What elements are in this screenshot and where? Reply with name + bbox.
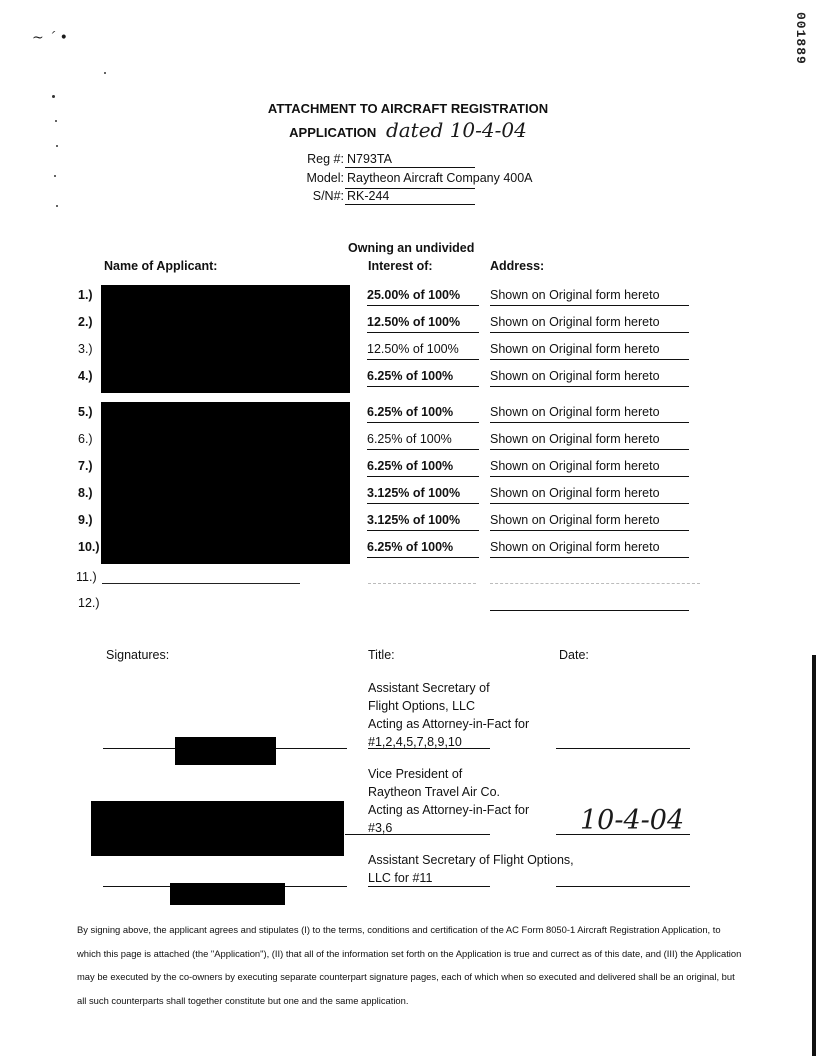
redacted-applicant-name — [101, 366, 350, 393]
row-number: 1.) — [78, 288, 93, 302]
row-11-interest-line — [368, 583, 476, 584]
row-number: 9.) — [78, 513, 93, 527]
sn-label: S/N#: — [312, 189, 344, 203]
row-11-name-line — [102, 583, 300, 584]
row-number: 5.) — [78, 405, 93, 419]
table-row — [0, 483, 816, 505]
row-11-number: 11.) — [76, 570, 97, 584]
model-value: Raytheon Aircraft Company 400A — [347, 171, 533, 185]
scan-speck — [52, 95, 55, 98]
signature-block-2-title — [368, 765, 529, 837]
model-field — [0, 171, 816, 189]
sn-field — [0, 189, 816, 207]
ownership-interest: 12.50% of 100% — [367, 342, 477, 356]
handwritten-date-2: 10-4-04 — [580, 805, 685, 836]
block1-title-underline — [368, 748, 490, 749]
redacted-applicant-name — [101, 339, 350, 366]
block1-line: #1,2,4,5,7,8,9,10 — [368, 735, 462, 749]
row-number: 3.) — [78, 342, 93, 356]
col-name-header: Name of Applicant: — [104, 259, 218, 273]
ownership-interest: 3.125% of 100% — [367, 486, 477, 500]
scan-speck — [56, 145, 58, 147]
col-address-header: Address: — [490, 259, 545, 273]
applicant-address: Shown on Original form hereto — [490, 459, 689, 473]
ownership-interest: 6.25% of 100% — [367, 432, 477, 446]
redacted-applicant-name — [101, 483, 350, 510]
reg-value: N793TA — [345, 152, 475, 168]
reg-field — [0, 152, 816, 170]
table-row — [0, 285, 816, 307]
table-row — [0, 339, 816, 361]
signature-block-1-title — [368, 679, 529, 751]
ownership-interest: 6.25% of 100% — [367, 405, 477, 419]
table-row — [0, 402, 816, 424]
redacted-applicant-name — [101, 285, 350, 312]
block3-line: Assistant Secretary of Flight Options, — [368, 853, 574, 867]
redacted-applicant-name — [101, 312, 350, 339]
signature-block-3-title — [368, 851, 574, 887]
row-number: 4.) — [78, 369, 93, 383]
row-number: 8.) — [78, 486, 93, 500]
block2-line: Vice President of — [368, 767, 463, 781]
redacted-signature-1 — [175, 737, 276, 765]
sn-value: RK-244 — [345, 189, 475, 205]
block2-line: #3,6 — [368, 821, 393, 835]
redacted-applicant-name — [101, 402, 350, 429]
row-12-number: 12.) — [78, 596, 100, 610]
applicant-address: Shown on Original form hereto — [490, 540, 689, 554]
ownership-interest: 6.25% of 100% — [367, 369, 477, 383]
applicant-address: Shown on Original form hereto — [490, 486, 689, 500]
table-row — [0, 537, 816, 559]
row-number: 2.) — [78, 315, 93, 329]
date-line-3 — [556, 886, 690, 887]
scan-speck — [104, 72, 106, 74]
ownership-interest: 6.25% of 100% — [367, 459, 477, 473]
redacted-applicant-name — [101, 510, 350, 537]
applicant-address: Shown on Original form hereto — [490, 369, 689, 383]
scan-edge-bar — [812, 655, 816, 1056]
date-header: Date: — [559, 648, 589, 662]
row-number: 7.) — [78, 459, 93, 473]
applicant-address: Shown on Original form hereto — [490, 315, 689, 329]
table-row — [0, 366, 816, 388]
title-line-1: ATTACHMENT TO AIRCRAFT REGISTRATION — [267, 101, 549, 116]
block1-line: Flight Options, LLC — [368, 699, 475, 713]
document-number-stamp: 001889 — [793, 12, 808, 65]
applicant-address: Shown on Original form hereto — [490, 342, 689, 356]
signatures-header: Signatures: — [106, 648, 170, 662]
title-line-2 — [0, 118, 816, 142]
block1-line: Assistant Secretary of — [368, 681, 490, 695]
block2-line: Raytheon Travel Air Co. — [368, 785, 501, 799]
table-row — [0, 429, 816, 451]
ownership-interest: 12.50% of 100% — [367, 315, 477, 329]
date-line-1 — [556, 748, 690, 749]
scan-mark: ~ ´ • — [32, 30, 68, 46]
redacted-signature-3 — [170, 883, 285, 905]
block1-line: Acting as Attorney-in-Fact for — [368, 717, 530, 731]
table-row — [0, 456, 816, 478]
stipulation-paragraph: By signing above, the applicant agrees and stipulates (I) to the terms, conditions and certification of the AC Form 8050-1 Aircraft Registration Application, to which this page is attached (the "Application"), (II) that all of the information set forth on the Application is true and currect as of this date, and (III) the Application may be executed by the co-owners by executing separate counterpart signature pages, each of which when so executed and delivered shall be an original, but all such counterparts shall together constitute but one and the same application. — [77, 924, 742, 1006]
table-row — [0, 312, 816, 334]
title-header: Title: — [368, 648, 395, 662]
applicant-address: Shown on Original form hereto — [490, 432, 689, 446]
redacted-signature-2 — [91, 801, 344, 856]
applicant-address: Shown on Original form hereto — [490, 513, 689, 527]
row-12-address-line — [490, 610, 689, 611]
applicant-address: Shown on Original form hereto — [490, 288, 689, 302]
title-line-2-text: APPLICATION — [289, 125, 377, 140]
block3-line: LLC for #11 — [368, 871, 433, 885]
col-interest-header-line2: Interest of: — [368, 259, 433, 273]
applicant-address: Shown on Original form hereto — [490, 405, 689, 419]
model-label: Model: — [306, 171, 344, 185]
reg-label: Reg #: — [307, 152, 344, 166]
row-number: 6.) — [78, 432, 93, 446]
row-number: 10.) — [78, 540, 100, 554]
ownership-interest: 25.00% of 100% — [367, 288, 477, 302]
block2-line: Acting as Attorney-in-Fact for — [368, 803, 530, 817]
block3-title-underline — [368, 886, 490, 887]
block2-title-underline — [345, 834, 490, 835]
redacted-applicant-name — [101, 537, 350, 564]
redacted-applicant-name — [101, 429, 350, 456]
table-row — [0, 510, 816, 532]
handwritten-dated-note: dated 10-4-04 — [385, 118, 527, 142]
ownership-interest: 3.125% of 100% — [367, 513, 477, 527]
row-11-address-line — [490, 583, 700, 584]
ownership-interest: 6.25% of 100% — [367, 540, 477, 554]
redacted-applicant-name — [101, 456, 350, 483]
date-line-2 — [556, 834, 690, 835]
col-interest-header-line1: Owning an undivided — [348, 241, 475, 255]
